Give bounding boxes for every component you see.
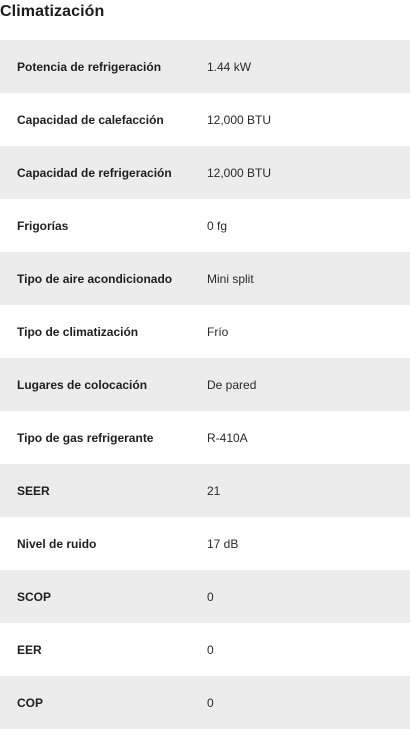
spec-row-frigorias — [0, 199, 410, 252]
spec-label: Capacidad de calefacción — [17, 112, 164, 127]
spec-value: 12,000 BTU — [207, 165, 272, 180]
spec-row-lugares-colocacion — [0, 358, 410, 411]
spec-row-potencia-refrigeracion — [0, 40, 410, 93]
spec-label: Tipo de aire acondicionado — [17, 271, 173, 286]
spec-value: 17 dB — [207, 536, 239, 551]
spec-row-capacidad-refrigeracion — [0, 146, 410, 199]
spec-value: 1.44 kW — [207, 59, 252, 74]
spec-label: SEER — [17, 483, 50, 498]
spec-label: Tipo de climatización — [17, 324, 139, 339]
spec-label: Potencia de refrigeración — [17, 59, 162, 74]
spec-value: 0 — [207, 589, 214, 604]
spec-row-cop — [0, 676, 410, 729]
spec-row-gas-refrigerante — [0, 411, 410, 464]
spec-row-nivel-ruido — [0, 517, 410, 570]
spec-value: 0 — [207, 695, 214, 710]
spec-label: Nivel de ruido — [17, 536, 97, 551]
spec-row-capacidad-calefaccion — [0, 93, 410, 146]
spec-value: 21 — [207, 483, 221, 498]
spec-row-tipo-aire — [0, 252, 410, 305]
spec-label: Lugares de colocación — [17, 377, 148, 392]
spec-value: Frío — [207, 324, 229, 339]
spec-value: 12,000 BTU — [207, 112, 272, 127]
spec-row-eer — [0, 623, 410, 676]
spec-row-scop — [0, 570, 410, 623]
spec-value: R-410A — [207, 430, 248, 445]
spec-row-tipo-climatizacion — [0, 305, 410, 358]
spec-label: Frigorías — [17, 218, 69, 233]
spec-value: 0 — [207, 642, 214, 657]
spec-label: Capacidad de refrigeración — [17, 165, 172, 180]
spec-value: De pared — [207, 377, 257, 392]
spec-label: EER — [17, 642, 42, 657]
spec-label: COP — [17, 695, 44, 710]
specs-table — [0, 40, 410, 729]
section-title: Climatización — [0, 3, 105, 20]
spec-row-seer — [0, 464, 410, 517]
spec-value: 0 fg — [207, 218, 228, 233]
spec-label: Tipo de gas refrigerante — [17, 430, 154, 445]
spec-value: Mini split — [207, 271, 254, 286]
spec-label: SCOP — [17, 589, 52, 604]
